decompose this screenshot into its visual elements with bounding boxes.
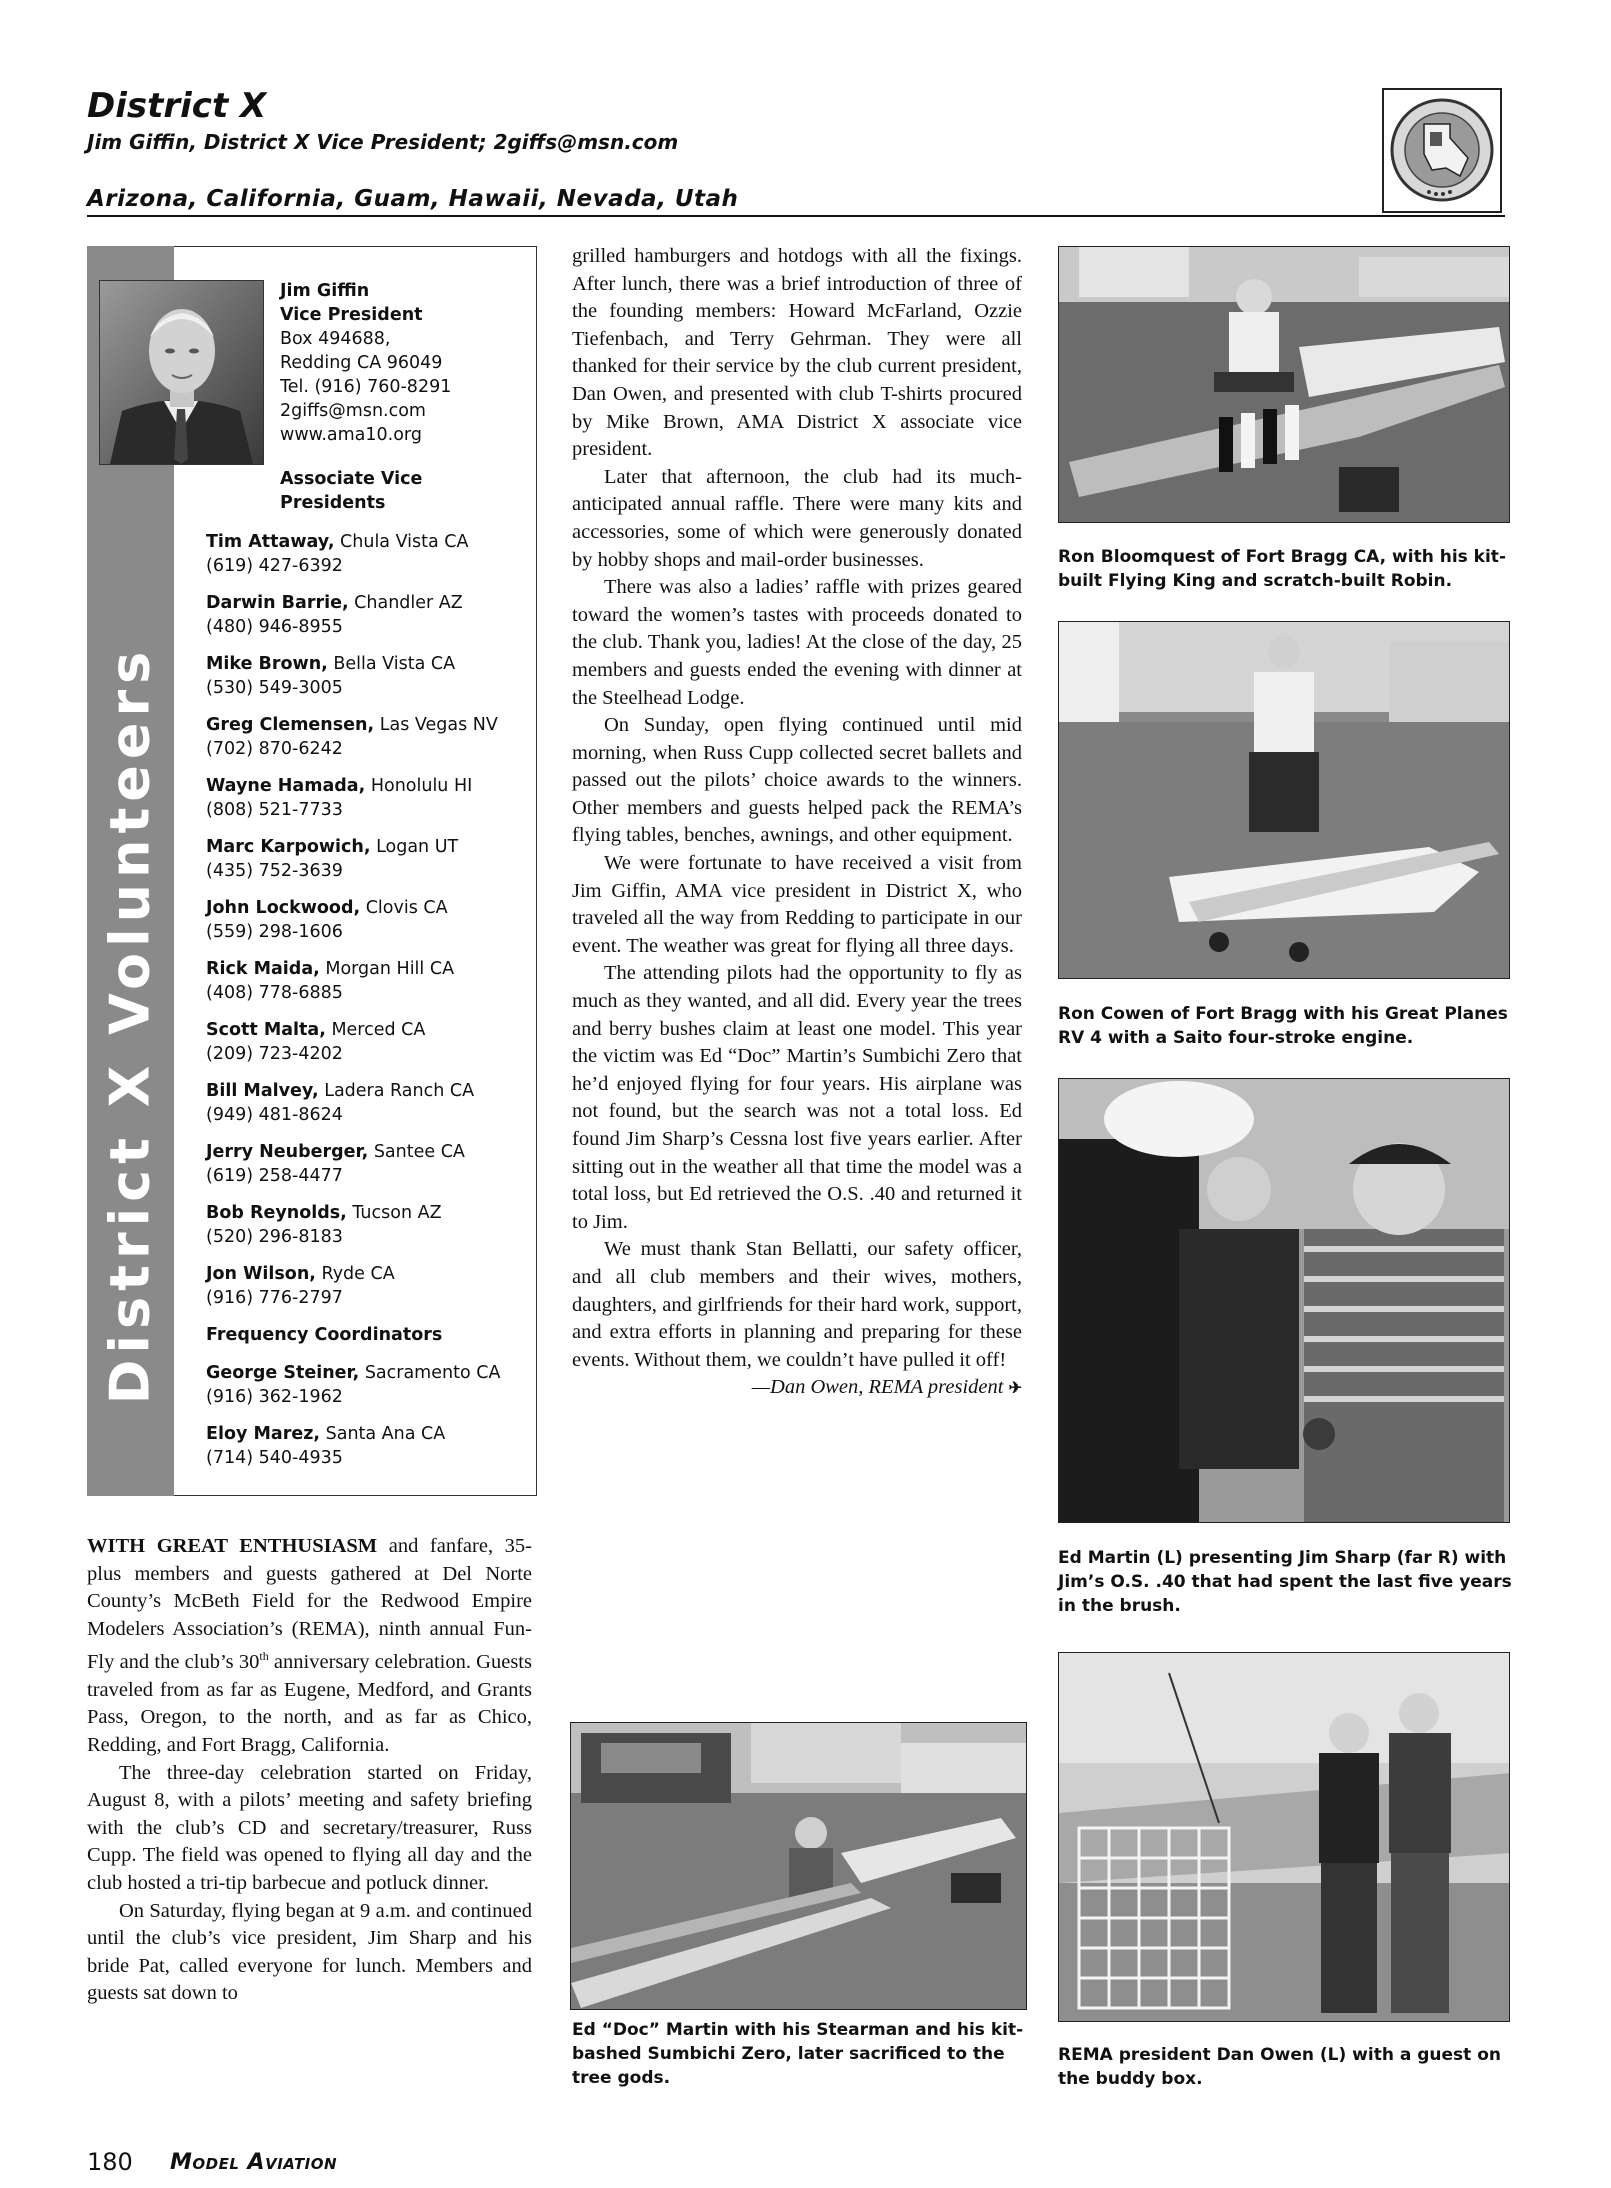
article-paragraph: On Saturday, flying began at 9 a.m. and continued until the club’s vice president, Jim Sharp and his bride Pat, called everyone for lunch. Members and guests sat down to [87,1899,532,2005]
vp-address-line: Redding CA 96049 [280,353,443,373]
volunteer-entry: Marc Karpowich, Logan UT [206,837,459,857]
volunteer-entry: Jon Wilson, Ryde CA [206,1264,395,1284]
volunteer-entry: Eloy Marez, Santa Ana CA [206,1424,446,1444]
vp-title: Vice President [280,305,423,325]
volunteer-entry: Bill Malvey, Ladera Ranch CA [206,1081,475,1101]
volunteer-phone: (530) 549-3005 [206,678,343,698]
lead-caps: WITH GREAT ENTHUSIASM [87,1535,378,1557]
volunteer-phone: (702) 870-6242 [206,739,343,759]
volunteer-entry: Darwin Barrie, Chandler AZ [206,593,463,613]
volunteer-phone: (808) 521-7733 [206,800,343,820]
sidebar-vertical-title: District X Volunteers [98,645,162,1405]
header-rule [87,215,1505,217]
photo-ron-cowen [1058,621,1510,979]
ama-logo-icon: ✈ [1008,1380,1022,1398]
volunteer-phone: (480) 946-8955 [206,617,343,637]
volunteer-phone: (435) 752-3639 [206,861,343,881]
associate-vp-heading: Associate Vice [280,469,423,489]
article-paragraph: The attending pilots had the opportunity to fly as much as they wanted, and all did. Every year the trees and berry bushes claim at least one model. This year the victim was Ed “Doc” Martin’s Sumbichi Zero that he’d enjoyed flying for four years. His airplane was not found, but the search was not a total loss. Ed found Jim Sharp’s Cessna lost five years earlier. After sitting out in the weather all that time the model was a total loss, but Ed retrieved the O.S. .40 and returned it to Jim. [572,962,1022,1233]
photo-caption: Ed “Doc” Martin with his Stearman and his kit-bashed Sumbichi Zero, later sacrificed to the tree gods. [572,2020,1024,2088]
volunteer-entry: George Steiner, Sacramento CA [206,1363,501,1383]
photo-caption: Ron Cowen of Fort Bragg with his Great Planes RV 4 with a Saito four-stroke engine. [1058,1004,1508,1048]
volunteer-entry: Jerry Neuberger, Santee CA [206,1142,465,1162]
associate-vp-heading: Presidents [280,493,386,513]
volunteer-phone: (520) 296-8183 [206,1227,343,1247]
article-paragraph: We must thank Stan Bellatti, our safety officer, and all club members and their wives, mothers, daughters, and girlfriends for their hard work, support, and extra efforts in planning and preparing for these events. Without them, we couldn’t have pulled it off! [572,1238,1022,1371]
volunteer-entry: Mike Brown, Bella Vista CA [206,654,456,674]
vp-address-line: Box 494688, [280,329,391,349]
volunteer-phone: (559) 298-1606 [206,922,343,942]
vp-website-link[interactable]: www.ama10.org [280,425,422,445]
vp-email-link[interactable]: 2giffs@msn.com [280,401,426,421]
vp-phone: Tel. (916) 760-8291 [280,377,452,397]
volunteer-phone: (916) 362-1962 [206,1387,343,1407]
vp-name: Jim Giffin [280,281,370,301]
article-signature: —Dan Owen, REMA president ✈ [751,1376,1022,1399]
volunteer-entry: Wayne Hamada, Honolulu HI [206,776,473,796]
district-seal-icon [1384,90,1500,211]
frequency-coordinators-heading: Frequency Coordinators [206,1325,443,1345]
volunteer-phone: (619) 427-6392 [206,556,343,576]
volunteer-entry: Bob Reynolds, Tucson AZ [206,1203,442,1223]
volunteer-phone: (209) 723-4202 [206,1044,343,1064]
magazine-name: Model Aviation [170,2150,338,2175]
volunteer-entry: Scott Malta, Merced CA [206,1020,426,1040]
article-column-2 [572,243,1022,1403]
page-title: District X [87,86,267,126]
photo-caption: REMA president Dan Owen (L) with a guest on the buddy box. [1058,2045,1501,2089]
volunteer-phone: (408) 778-6885 [206,983,343,1003]
volunteer-entry: Greg Clemensen, Las Vegas NV [206,715,498,735]
volunteer-phone: (714) 540-4935 [206,1448,343,1468]
volunteer-entry: John Lockwood, Clovis CA [206,898,448,918]
article-paragraph: WITH GREAT ENTHUSIASM and fanfare, 35-plus members and guests gathered at Del Norte County’s McBeth Field for the Redwood Empire Modelers Association’s (REMA), ninth annual Fun-Fly and the club’s 30th anniversary celebration. Guests traveled from as far as Eugene, Medford, and Grants Pass, Oregon, to the north, and as far as Chico, Redding, and Fort Bragg, California. [87,1535,532,1756]
article-column-1 [87,1533,532,2008]
photo-caption: Ed Martin (L) presenting Jim Sharp (far R) with Jim’s O.S. .40 that had spent the last five years in the brush. [1058,1548,1512,1616]
volunteer-phone: (916) 776-2797 [206,1288,343,1308]
district-states: Arizona, California, Guam, Hawaii, Nevada, Utah [87,186,739,212]
photo-ed-martin-presenting [1058,1078,1510,1523]
volunteer-entry: Rick Maida, Morgan Hill CA [206,959,455,979]
article-paragraph: There was also a ladies’ raffle with prizes geared toward the women’s tastes with proceeds donated to the club. Thank you, ladies! At the close of the day, 25 members and guests ended the evening with dinner at the Steelhead Lodge. [572,576,1022,709]
photo-ed-doc-martin [570,1722,1027,2010]
article-paragraph: We were fortunate to have received a visit from Jim Giffin, AMA vice president in District X, who traveled all the way from Redding to participate in our event. The weather was great for flying all three days. [572,852,1022,957]
vice-president-portrait [99,280,264,465]
article-paragraph: Later that afternoon, the club had its much-anticipated annual raffle. There were many kits and accessories, some of which were generously donated by hobby shops and mail-order businesses. [572,465,1022,571]
vice-president-line: Jim Giffin, District X Vice President; 2giffs@msn.com [87,130,679,154]
district-logo [1382,88,1502,213]
volunteer-entry: Tim Attaway, Chula Vista CA [206,532,469,552]
volunteer-phone: (949) 481-8624 [206,1105,343,1125]
article-paragraph: grilled hamburgers and hotdogs with all the fixings. After lunch, there was a brief introduction of three of the founding members: Howard McFarland, Ozzie Tiefenbach, and Terry Gehrman. They were all thanked for their service by the club current president, Dan Owen, and presented with club T-shirts procured by Mike Brown, AMA District X associate vice president. [572,245,1022,461]
article-paragraph: The three-day celebration started on Friday, August 8, with a pilots’ meeting and safety briefing with the club’s CD and secretary/treasurer, Russ Cupp. The field was opened to flying all day and the club hosted a tri-tip barbecue and potluck dinner. [87,1761,532,1894]
article-paragraph: On Sunday, open flying continued until mid morning, when Russ Cupp collected secret ballets and passed out the pilots’ choice awards to the winners. Other members and guests helped pack the REMA’s flying tables, benches, awnings, and other equipment. [572,714,1022,847]
page-number: 180 [87,2148,133,2176]
photo-caption: Ron Bloomquest of Fort Bragg CA, with his kit-built Flying King and scratch-built Robin. [1058,547,1506,591]
photo-ron-bloomquest [1058,246,1510,523]
photo-dan-owen-buddy-box [1058,1652,1510,2022]
volunteer-phone: (619) 258-4477 [206,1166,343,1186]
